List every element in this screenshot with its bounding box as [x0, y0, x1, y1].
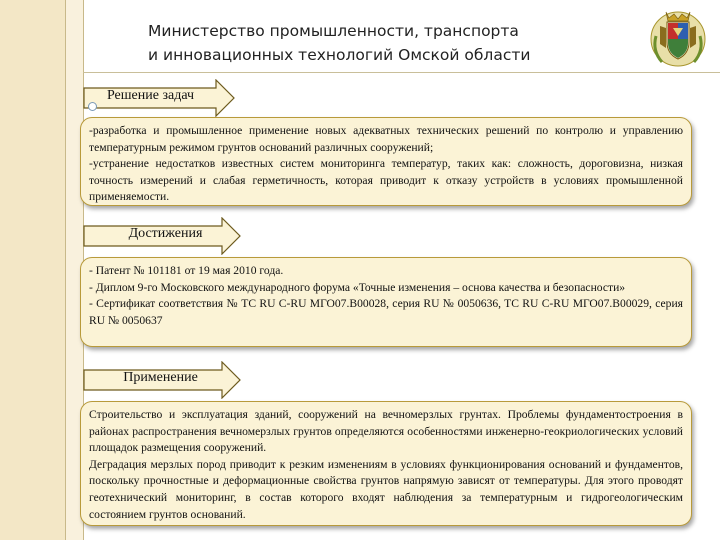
coat-of-arms-icon — [648, 6, 708, 68]
section-arrow-tasks — [83, 79, 235, 117]
section-title: Применение — [123, 370, 198, 385]
section-paragraph: - Патент № 101181 от 19 мая 2010 года. — [89, 264, 284, 277]
page-header — [148, 19, 530, 67]
section-box-achievements — [80, 257, 692, 347]
section-paragraph: -разработка и промышленное применение новых адекватных технических решений по контролю и управлению температурным режимом грунтов оснований различных сооружений; — [89, 124, 683, 154]
section-paragraph: - Сертификат соответствия № TC RU C-RU МГО07.В00028, серия RU № 0050636, TC RU C-RU МГО07.В00029, серия RU № 0050637 — [89, 297, 683, 327]
section-paragraph: -устранение недостатков известных систем мониторинга температур, таких как: сложность, дороговизна, низкая точность измерений и слабая герметичность, которая приводит к отказу устройств в условиях промышленной применяемости. — [89, 157, 683, 204]
section-box-application — [80, 401, 692, 526]
decor-vline — [65, 0, 66, 540]
section-arrow-achievements — [83, 217, 241, 255]
section-paragraph: Строительство и эксплуатация зданий, сооружений на вечномерзлых грунтах. Проблемы фундаментостроения в районах распространения вечномерзлых грунтов определяются особенностями инженерно-геокриологических условий площадок размещения сооружений. — [89, 408, 683, 455]
bullet-icon — [88, 102, 97, 111]
section-title: Решение задач — [106, 88, 195, 103]
section-paragraph: Деградация мерзлых пород приводит к резким изменениям в условиях функционирования оснований и фундаментов, поскольку прочностные и деформационные свойства грунтов напрямую зависят от температуры. Для этого проводят геотехнический мониторинг, в состав которого входят наблюдения за температурным и гидрогеологическим состоянием грунтов оснований. — [89, 457, 683, 521]
header-divider — [83, 72, 720, 73]
section-title: Достижения — [128, 226, 203, 241]
section-paragraph: - Диплом 9-го Московского международного форума «Точные изменения – основа качества и безопасности» — [89, 280, 626, 294]
header-line-1: Министерство промышленности, транспорта — [148, 22, 519, 40]
section-arrow-application — [83, 361, 241, 399]
left-decor-band — [0, 0, 65, 540]
header-line-2: и инновационных технологий Омской области — [148, 46, 531, 64]
section-box-tasks — [80, 117, 692, 206]
